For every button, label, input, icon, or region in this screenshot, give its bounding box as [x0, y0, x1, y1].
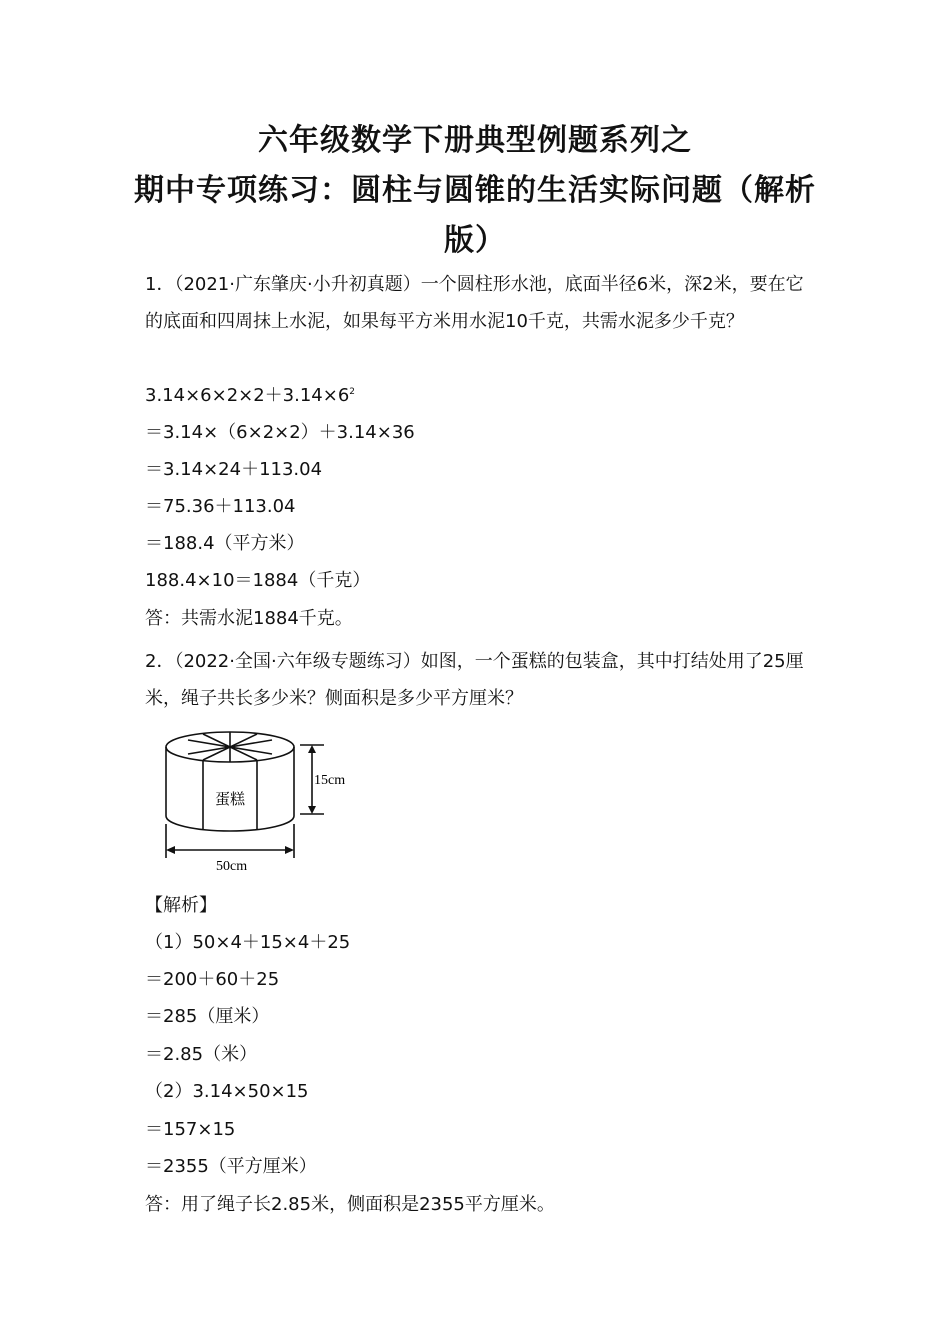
- title-line-1: 六年级数学下册典型例题系列之: [258, 123, 692, 158]
- q1-question: 1．（2021·广东肇庆·小升初真题）一个圆柱形水池，底面半径6米，深2米，要在它的底面和四周抹上水泥，如果每平方米用水泥10千克，共需水泥多少千克？: [145, 274, 804, 332]
- q2-step-3: ＝285（厘米）: [145, 1006, 270, 1027]
- q2-question: 2．（2022·全国·六年级专题练习）如图，一个蛋糕的包装盒，其中打结处用了25厘米，绳子共长多少米？侧面积是多少平方厘米？: [145, 651, 804, 709]
- q2-step-1: （1）50×4＋15×4＋25: [145, 932, 351, 953]
- q1-step-3: ＝3.14×24＋113.04: [145, 459, 323, 480]
- exponent: 2: [349, 387, 356, 397]
- q2-step-4: ＝2.85（米）: [145, 1044, 258, 1065]
- q1-step-2: ＝3.14×（6×2×2）＋3.14×36: [145, 422, 415, 443]
- q2-step-5: （2）3.14×50×15: [145, 1081, 309, 1102]
- q1-step-6: 188.4×10＝1884（千克）: [145, 570, 371, 591]
- height-label: 15cm: [314, 773, 346, 788]
- q2-step-6: ＝157×15: [145, 1119, 236, 1140]
- title-line-2: 期中专项练习：圆柱与圆锥的生活实际问题（解析: [134, 173, 816, 208]
- q1-step-5: ＝188.4（平方米）: [145, 533, 305, 554]
- diameter-label: 50cm: [216, 859, 248, 874]
- q1-answer: 答：共需水泥1884千克。: [145, 608, 353, 629]
- q2-step-2: ＝200＋60＋25: [145, 969, 280, 990]
- q2-step-7: ＝2355（平方厘米）: [145, 1156, 317, 1177]
- analysis-label: 【解析】: [145, 895, 217, 916]
- q1-step-1: $3.14\times 6\times 2\times 2+3.14\times 6^2$: [145, 385, 356, 406]
- title-line-3: 版）: [444, 223, 506, 258]
- cake-box-figure: [160, 718, 360, 878]
- cake-label: 蛋糕: [214, 790, 246, 808]
- q1-step-4: ＝75.36＋113.04: [145, 496, 296, 517]
- q2-answer: 答：用了绳子长2.85米，侧面积是2355平方厘米。: [145, 1194, 555, 1215]
